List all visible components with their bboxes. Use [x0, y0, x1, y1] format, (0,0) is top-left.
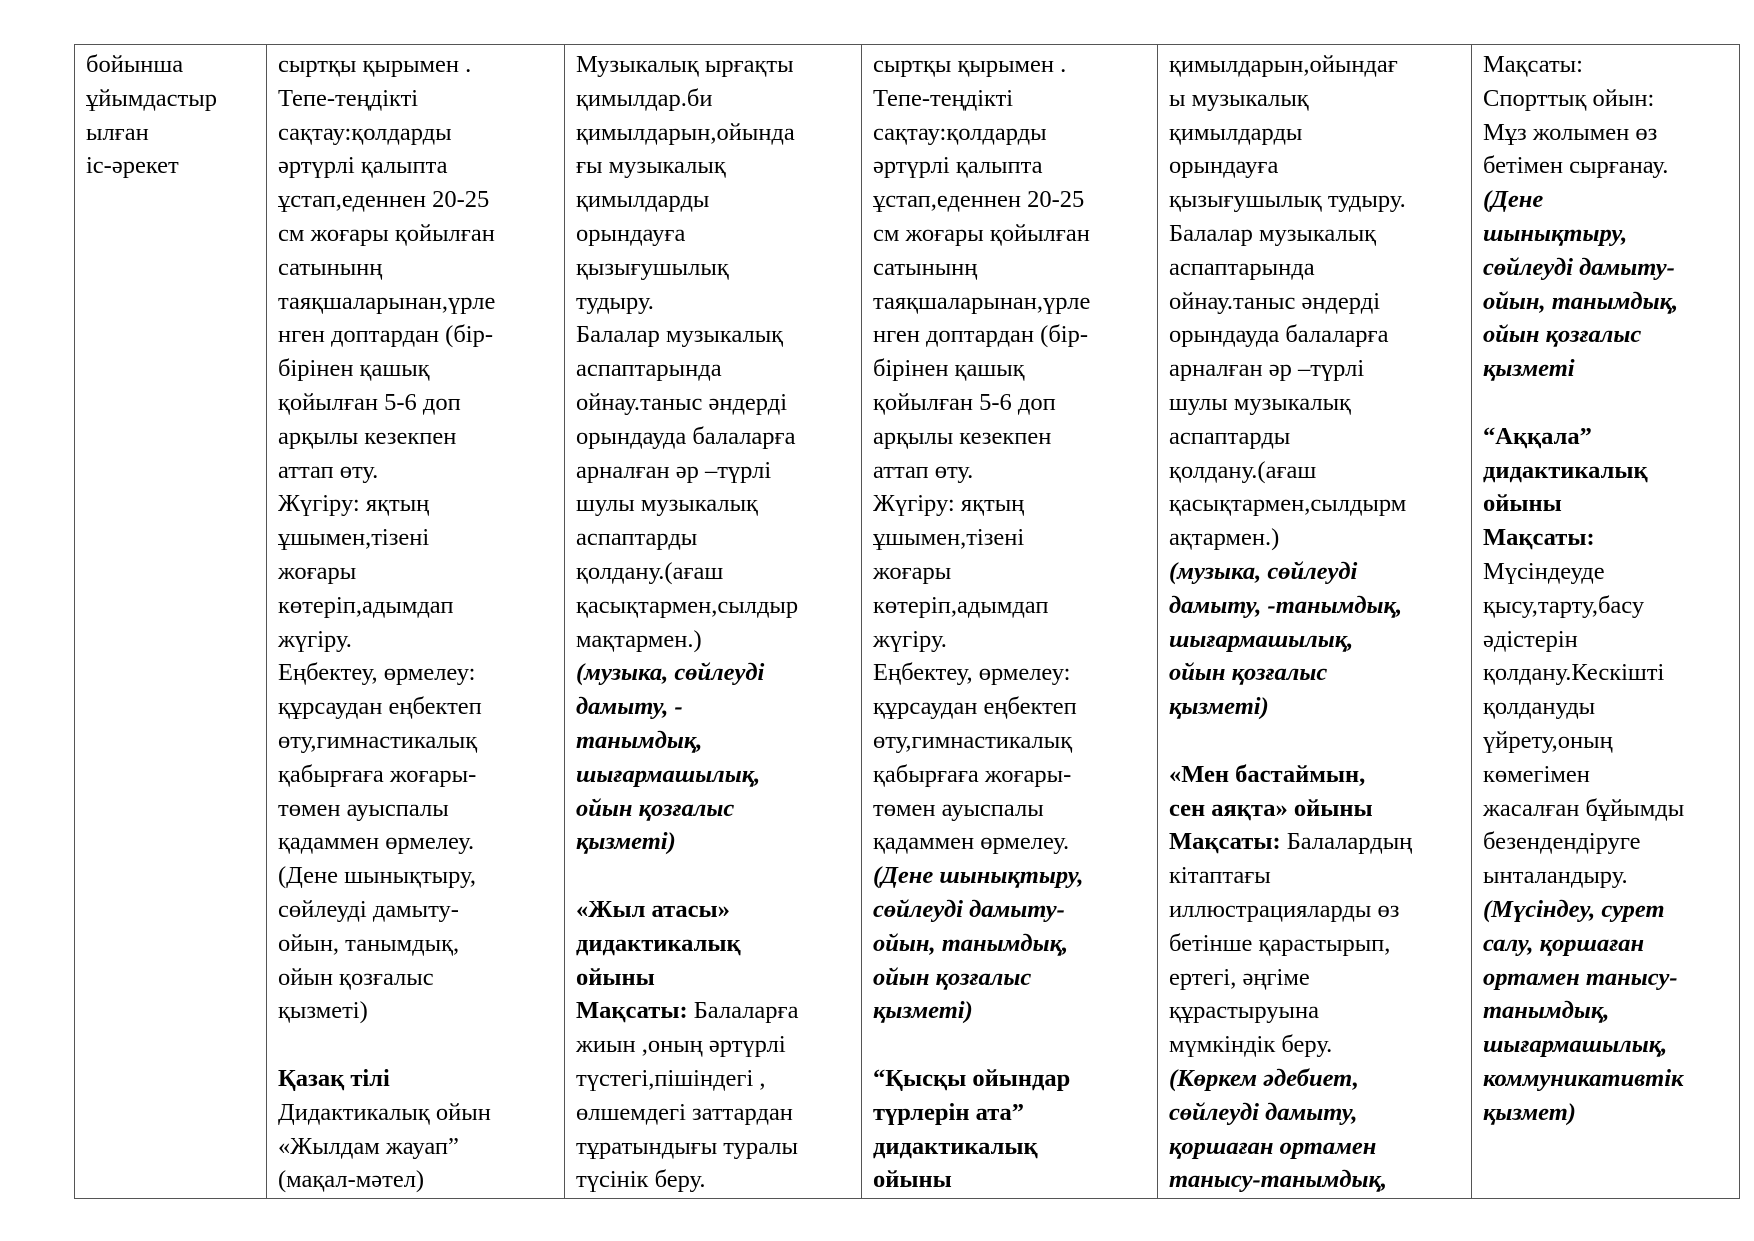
cell-text-line: шулы музыкалық: [576, 490, 758, 518]
cell-text-line: сақтау:қолдарды: [873, 118, 1047, 146]
cell-text-line: «Мен бастаймын,: [1169, 760, 1366, 788]
cell-text-line: танымдық,: [576, 726, 703, 754]
cell-text-line: жүгіру.: [873, 625, 947, 653]
cell-text-line: жүгіру.: [278, 625, 352, 653]
friday-cell: [1472, 45, 1740, 1199]
cell-text-line: сатынынң: [873, 253, 978, 281]
body-text: Балаларға: [687, 997, 799, 1025]
cell-text-line: шығармашылық,: [1169, 625, 1354, 653]
cell-text-line: қызметі): [576, 828, 676, 856]
cell-text-line: Мақсаты:: [1483, 524, 1595, 552]
cell-text-line: аспаптарды: [576, 524, 698, 552]
cell-text-line: тұратындығы туралы: [576, 1132, 798, 1160]
cell-text-line: жасалған бұйымды: [1483, 794, 1685, 822]
cell-text-line: әртүрлі қалыпта: [873, 152, 1043, 180]
cell-text-line: сөйлеуді дамыту-: [278, 895, 459, 923]
cell-text-line: [1169, 724, 1465, 758]
cell-text-line: үйрету,оның: [1483, 726, 1613, 754]
cell-text-line: дидактикалық: [1483, 456, 1648, 484]
cell-text-line: аттап өту.: [278, 456, 379, 484]
cell-text-line: Мұз жолымен өз: [1483, 118, 1658, 146]
cell-text-line: безендендіруге: [1483, 828, 1641, 856]
cell-text-line: мүмкіндік беру.: [1169, 1031, 1333, 1059]
cell-text-line: [1483, 386, 1733, 420]
cell-text-line: ойын қозғалыс: [1483, 321, 1642, 349]
cell-text-line: ойнау.таныс әндерді: [1169, 287, 1381, 315]
cell-text-line: дамыту, -: [576, 693, 683, 721]
cell-text-line: түрлерін ата”: [873, 1098, 1025, 1126]
cell-text-line: қызметі): [278, 997, 368, 1025]
cell-text-line: әртүрлі қалыпта: [278, 152, 448, 180]
thursday-cell: [1158, 45, 1472, 1199]
cell-text-line: қадаммен өрмелеу.: [278, 828, 475, 856]
cell-text-line: Музыкалық ырғақты: [576, 51, 794, 78]
cell-text-line: кітаптағы: [1169, 862, 1271, 890]
cell-text-line: орындауға: [1169, 152, 1279, 180]
cell-text-line: арқылы кезекпен: [873, 422, 1052, 450]
cell-text-line: [278, 1028, 558, 1062]
cell-text-line: түсінік беру.: [576, 1166, 706, 1194]
cell-text-line: ұстап,еденнен 20-25: [278, 186, 490, 214]
cell-text-line: сыртқы қырымен .: [873, 51, 1067, 78]
cell-text-line: ойын, танымдық,: [278, 929, 460, 957]
cell-text-line: Мүсіндеуде: [1483, 557, 1605, 585]
cell-text-line: «Жылдам жауап”: [278, 1132, 459, 1160]
cell-text-line: іс-әрекет: [86, 152, 179, 180]
cell-text-line: көтеріп,адымдап: [873, 591, 1049, 619]
cell-text-line: жиын ,оның әртүрлі: [576, 1031, 786, 1059]
cell-text-line: қоршаған ортамен: [1169, 1132, 1377, 1160]
label-text: Мақсаты:: [1169, 828, 1281, 856]
cell-text-line: (Дене: [1483, 186, 1544, 214]
cell-text-line: қимылдарын,ойында: [576, 118, 795, 146]
cell-text-line: (Дене шынықтыру,: [278, 862, 476, 890]
cell-text-line: Балалар музыкалық: [576, 321, 784, 349]
body-text: Балалардың: [1280, 828, 1413, 856]
cell-text-line: бетімен сырғанау.: [1483, 152, 1669, 180]
cell-text-line: бірінен қашық: [278, 355, 430, 383]
cell-text-line: иллюстрацияларды өз: [1169, 895, 1400, 923]
cell-text-line: қабырғаға жоғары-: [278, 760, 477, 788]
cell-text-line: қолдану.(ағаш: [576, 557, 724, 585]
cell-text-line: көтеріп,адымдап: [278, 591, 454, 619]
tuesday-cell: [565, 45, 862, 1199]
cell-text-line: жоғары: [278, 557, 357, 585]
cell-text-line: өту,гимнастикалық: [278, 726, 478, 754]
cell-text-line: см жоғары қойылған: [278, 219, 495, 247]
cell-text-line: әдістерін: [1483, 625, 1578, 653]
cell-text-line: ұйымдастыр: [86, 84, 217, 112]
cell-text-line: “Қысқы ойындар: [873, 1064, 1071, 1092]
cell-text-line: ұстап,еденнен 20-25: [873, 186, 1085, 214]
cell-text-line: “Аққала”: [1483, 422, 1592, 450]
cell-text-line: қасықтармен,сылдыр: [576, 591, 799, 619]
cell-text-line: құрсаудан еңбектеп: [873, 693, 1077, 721]
cell-text-line: [576, 859, 855, 893]
cell-text-line: қадаммен өрмелеу.: [873, 828, 1070, 856]
cell-text-line: (Дене шынықтыру,: [873, 862, 1084, 890]
cell-text-line: аспаптарында: [576, 355, 722, 383]
cell-text-line: сатынынң: [278, 253, 383, 281]
cell-text-line: ұшымен,тізені: [873, 524, 1025, 552]
cell-text-line: ертегі, әңгіме: [1169, 963, 1310, 991]
cell-text-line: арналған әр –түрлі: [1169, 355, 1365, 383]
cell-text-line: қысу,тарту,басу: [1483, 591, 1645, 619]
cell-text-line: Дидактикалық ойын: [278, 1098, 491, 1126]
cell-text-line: құрсаудан еңбектеп: [278, 693, 482, 721]
label-text: Мақсаты:: [576, 997, 688, 1025]
cell-text-line: Тепе-теңдікті: [278, 84, 419, 112]
cell-text-line: түстегі,пішіндегі ,: [576, 1064, 766, 1092]
activity-type-cell: [75, 45, 267, 1199]
cell-text-line: қойылған 5-6 доп: [278, 388, 461, 416]
cell-text-line: дидактикалық: [873, 1132, 1038, 1160]
cell-text-line: (Мүсіндеу, сурет: [1483, 895, 1665, 923]
cell-text-line: дамыту, -танымдық,: [1169, 591, 1403, 619]
cell-text-line: Қазақ тілі: [278, 1064, 390, 1092]
cell-text-line: ойыны: [1483, 490, 1562, 518]
cell-text-line: Жүгіру: яқтың: [873, 490, 1025, 518]
cell-text-line: шығармашылық,: [1483, 1031, 1668, 1059]
cell-text-line: салу, қоршаған: [1483, 929, 1645, 957]
cell-text-line: коммуникативтік: [1483, 1064, 1684, 1092]
cell-text-line: ортамен танысу-: [1483, 963, 1678, 991]
cell-text-line: мақтармен.): [576, 625, 702, 653]
cell-text-line: сен аяқта» ойыны: [1169, 794, 1373, 822]
cell-text-line: см жоғары қойылған: [873, 219, 1090, 247]
cell-text-line: ы музыкалық: [1169, 84, 1309, 112]
cell-text-line: төмен ауыспалы: [278, 794, 449, 822]
cell-text-line: «Жыл атасы»: [576, 895, 730, 923]
cell-text-line: ойнау.таныс әндерді: [576, 388, 788, 416]
cell-text-line: сөйлеуді дамыту,: [1169, 1098, 1358, 1126]
cell-text-line: жоғары: [873, 557, 952, 585]
cell-text-line: құрастыруына: [1169, 997, 1319, 1025]
cell-text-line: қимылдарды: [1169, 118, 1303, 146]
cell-text-line: ойын қозғалыс: [873, 963, 1032, 991]
cell-text-line: шығармашылық,: [576, 760, 761, 788]
cell-text-line: аттап өту.: [873, 456, 974, 484]
cell-text-line: танымдық,: [1483, 997, 1610, 1025]
cell-text-line: сақтау:қолдарды: [278, 118, 452, 146]
cell-text-line: қимылдар.би: [576, 84, 713, 112]
cell-text-line: бірінен қашық: [873, 355, 1025, 383]
cell-text-line: қимылдарын,ойындағ: [1169, 51, 1398, 78]
cell-text-line: Балалар музыкалық: [1169, 219, 1377, 247]
cell-text-line: [576, 994, 855, 1028]
schedule-table: [74, 44, 1740, 1199]
cell-text-line: ылған: [86, 118, 149, 146]
cell-text-line: қызметі: [1483, 355, 1575, 383]
cell-text-line: ғы музыкалық: [576, 152, 726, 180]
cell-text-line: арналған әр –түрлі: [576, 456, 772, 484]
cell-text-line: өту,гимнастикалық: [873, 726, 1073, 754]
cell-text-line: ойын, танымдық,: [1483, 287, 1679, 315]
cell-text-line: ойын қозғалыс: [1169, 659, 1328, 687]
cell-text-line: сөйлеуді дамыту-: [873, 895, 1065, 923]
cell-text-line: [873, 1028, 1151, 1062]
cell-text-line: Мақсаты:: [1483, 51, 1583, 78]
cell-text-line: Еңбектеу, өрмелеу:: [278, 659, 476, 687]
cell-text-line: ұшымен,тізені: [278, 524, 430, 552]
cell-text-line: (музыка, сөйлеуді: [1169, 557, 1358, 585]
cell-text-line: қолдану.(ағаш: [1169, 456, 1317, 484]
cell-text-line: [1169, 825, 1465, 859]
cell-text-line: бетінше қарастырып,: [1169, 929, 1391, 957]
cell-text-line: қойылған 5-6 доп: [873, 388, 1056, 416]
cell-text-line: (музыка, сөйлеуді: [576, 659, 765, 687]
cell-text-line: ойыны: [873, 1166, 952, 1194]
cell-text-line: қызығушылық: [576, 253, 729, 281]
cell-text-line: шынықтыру,: [1483, 219, 1628, 247]
cell-text-line: көмегімен: [1483, 760, 1590, 788]
cell-text-line: аспаптарды: [1169, 422, 1291, 450]
cell-text-line: орындауға: [576, 219, 686, 247]
cell-text-line: (мақал-мәтел): [278, 1166, 425, 1194]
cell-text-line: Тепе-теңдікті: [873, 84, 1014, 112]
cell-text-line: қызметі): [1169, 693, 1269, 721]
cell-text-line: сыртқы қырымен .: [278, 51, 472, 78]
cell-text-line: нген доптардан (бір-: [278, 321, 493, 349]
cell-text-line: орындауда балаларға: [576, 422, 796, 450]
cell-text-line: тудыру.: [576, 287, 654, 315]
cell-text-line: ынталандыру.: [1483, 862, 1628, 890]
cell-text-line: қызмет): [1483, 1098, 1576, 1126]
cell-text-line: қасықтармен,сылдырм: [1169, 490, 1407, 518]
cell-text-line: бойынша: [86, 51, 184, 78]
cell-text-line: қызметі): [873, 997, 973, 1025]
cell-text-line: ақтармен.): [1169, 524, 1280, 552]
cell-text-line: қолдануды: [1483, 693, 1596, 721]
cell-text-line: арқылы кезекпен: [278, 422, 457, 450]
cell-text-line: (Көркем әдебиет,: [1169, 1064, 1359, 1092]
cell-text-line: таяқшаларынан,үрле: [278, 287, 496, 315]
cell-text-line: ойын қозғалыс: [278, 963, 434, 991]
cell-text-line: ойын, танымдық,: [873, 929, 1069, 957]
cell-text-line: Жүгіру: яқтың: [278, 490, 430, 518]
cell-text-line: нген доптардан (бір-: [873, 321, 1088, 349]
wednesday-cell: [862, 45, 1158, 1199]
cell-text-line: дидактикалық: [576, 929, 741, 957]
monday-cell: [267, 45, 565, 1199]
cell-text-line: аспаптарында: [1169, 253, 1315, 281]
cell-text-line: сөйлеуді дамыту-: [1483, 253, 1675, 281]
cell-text-line: шулы музыкалық: [1169, 388, 1351, 416]
cell-text-line: таяқшаларынан,үрле: [873, 287, 1091, 315]
cell-text-line: қимылдарды: [576, 186, 710, 214]
cell-text-line: танысу-танымдық,: [1169, 1166, 1388, 1194]
cell-text-line: орындауда балаларға: [1169, 321, 1389, 349]
cell-text-line: қолдану.Кескішті: [1483, 659, 1665, 687]
cell-text-line: қызығушылық тудыру.: [1169, 186, 1406, 214]
cell-text-line: Спорттық ойын:: [1483, 84, 1655, 112]
cell-text-line: қабырғаға жоғары-: [873, 760, 1072, 788]
cell-text-line: өлшемдегі заттардан: [576, 1098, 793, 1126]
cell-text-line: ойын қозғалыс: [576, 794, 735, 822]
cell-text-line: Еңбектеу, өрмелеу:: [873, 659, 1071, 687]
cell-text-line: төмен ауыспалы: [873, 794, 1044, 822]
table-row: [75, 45, 1740, 1199]
cell-text-line: ойыны: [576, 963, 655, 991]
